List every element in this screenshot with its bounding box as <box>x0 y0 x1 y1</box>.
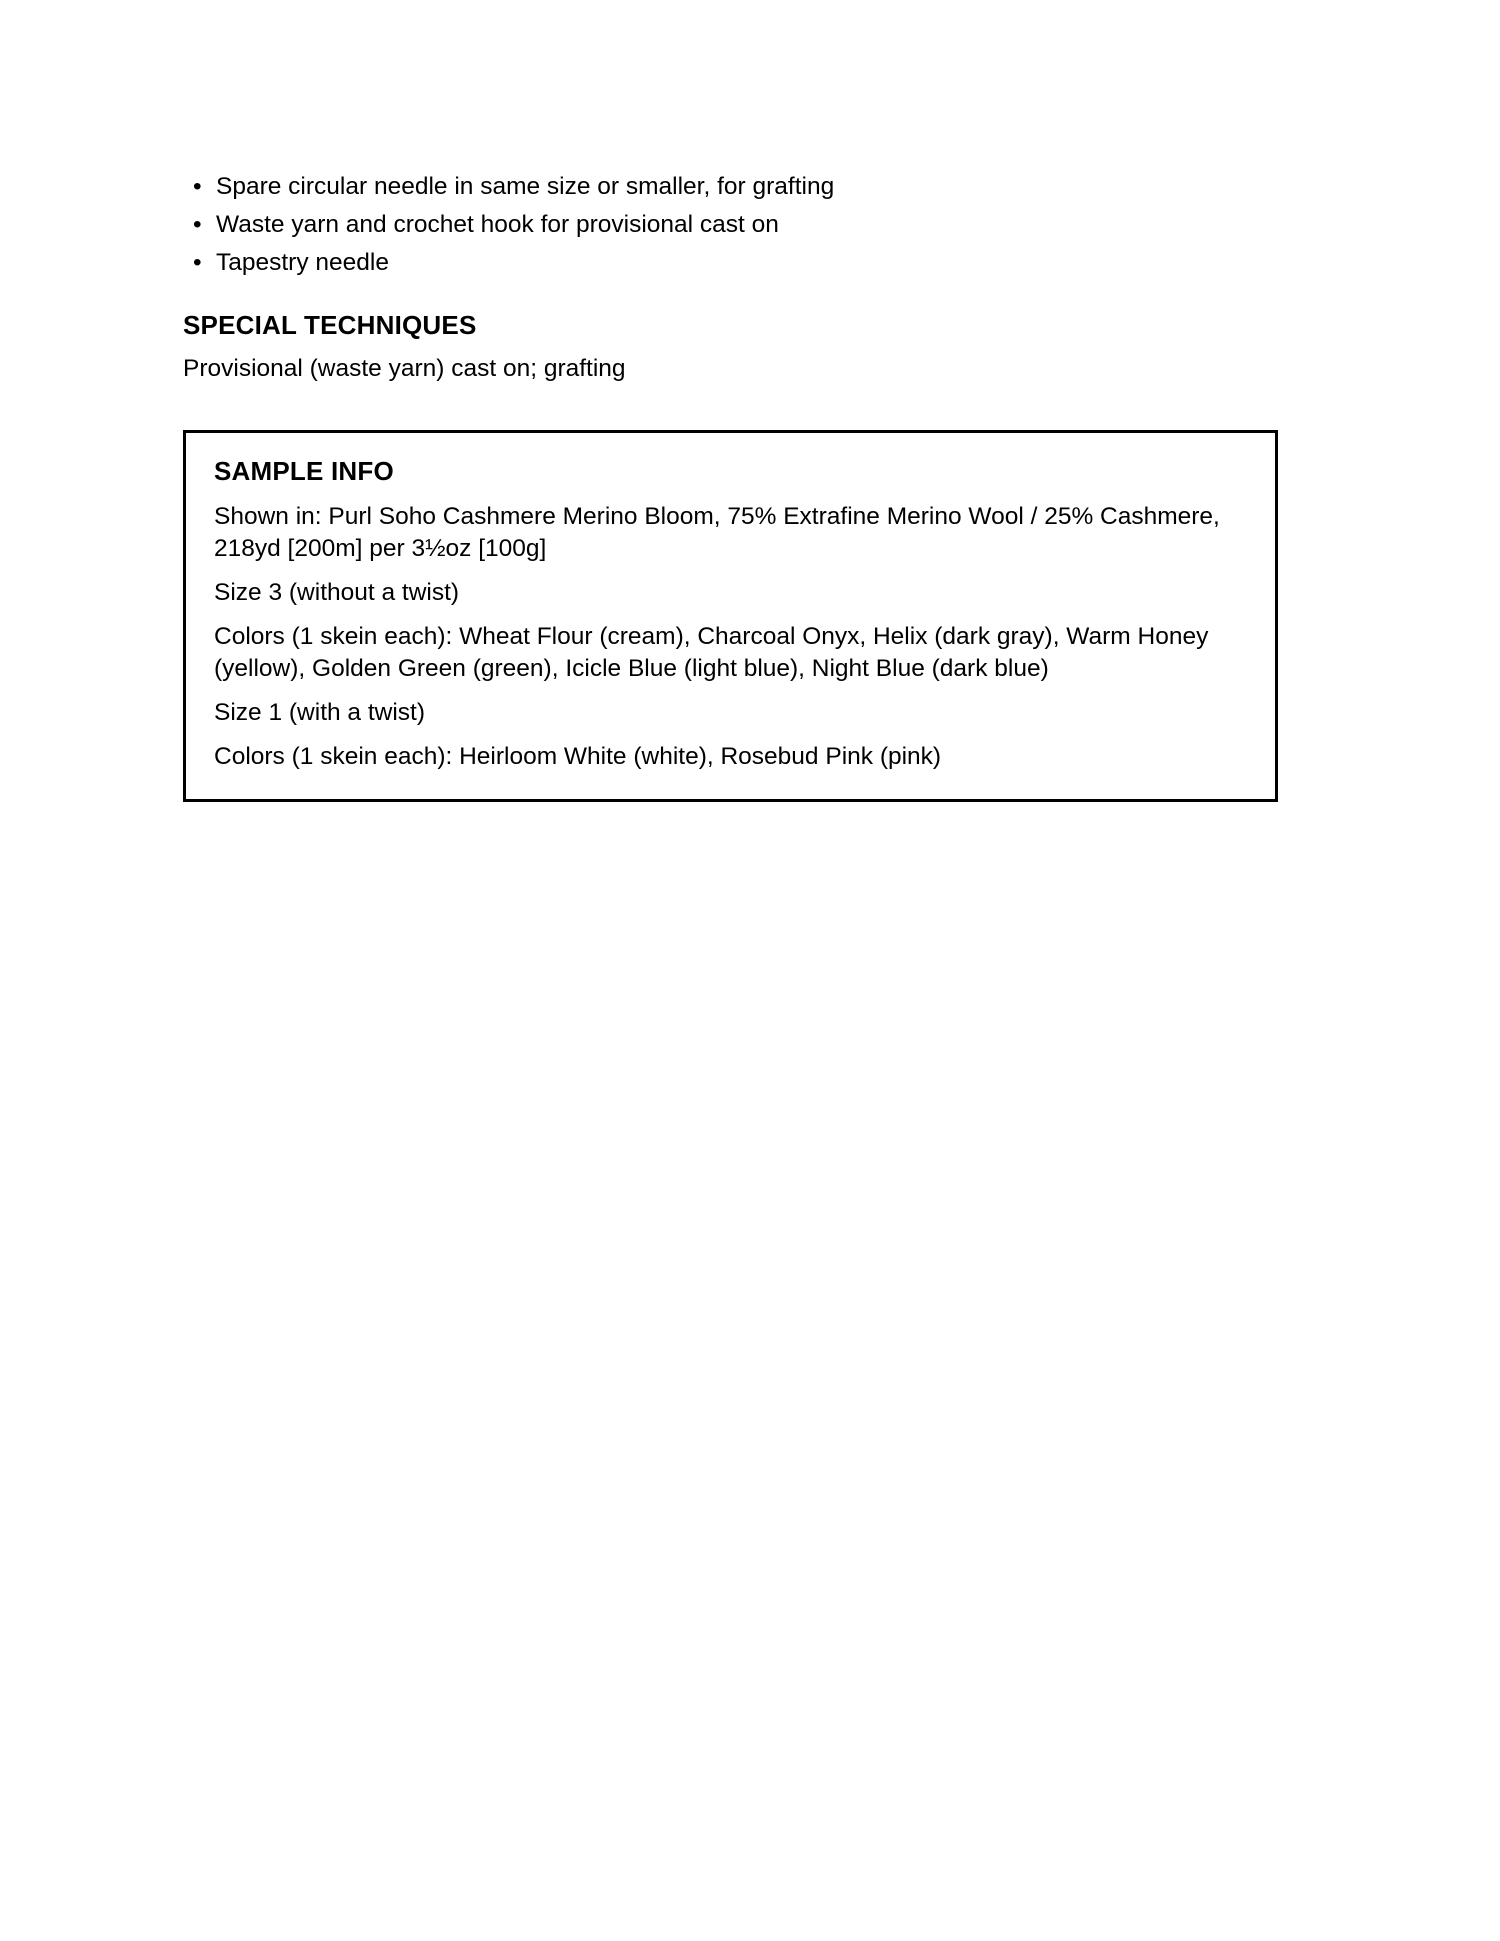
sample-info-paragraph-colors-size-3: Colors (1 skein each): Wheat Flour (cream), Charcoal Onyx, Helix (dark gray), Warm Honey (yellow), Golden Green (green), Icicle Blue (light blue), Night Blue (dark blue) <box>214 623 1209 682</box>
sample-info-paragraph-colors-size-1: Colors (1 skein each): Heirloom White (white), Rosebud Pink (pink) <box>214 743 942 770</box>
bullet-icon: • <box>193 249 202 276</box>
section-body-special-techniques: Provisional (waste yarn) cast on; grafting <box>183 355 626 382</box>
list-item <box>183 244 1313 282</box>
page-content <box>183 168 1313 802</box>
sample-info-paragraph-shown-in: Shown in: Purl Soho Cashmere Merino Bloom, 75% Extrafine Merino Wool / 25% Cashmere, 218yd [200m] per 3½oz [100g] <box>214 503 1220 562</box>
sample-info-box <box>183 430 1278 802</box>
bullet-icon: • <box>193 211 202 238</box>
list-item-text: Waste yarn and crochet hook for provisional cast on <box>216 211 779 238</box>
list-item-text: Spare circular needle in same size or smaller, for grafting <box>216 173 835 200</box>
materials-list <box>183 168 1313 282</box>
list-item <box>183 168 1313 206</box>
sample-info-paragraph-size-3: Size 3 (without a twist) <box>214 579 460 606</box>
sample-info-title: SAMPLE INFO <box>214 456 394 486</box>
sample-info-paragraph-size-1: Size 1 (with a twist) <box>214 699 426 726</box>
list-item <box>183 206 1313 244</box>
section-heading-special-techniques: SPECIAL TECHNIQUES <box>183 310 477 340</box>
list-item-text: Tapestry needle <box>216 249 389 276</box>
bullet-icon: • <box>193 173 202 200</box>
